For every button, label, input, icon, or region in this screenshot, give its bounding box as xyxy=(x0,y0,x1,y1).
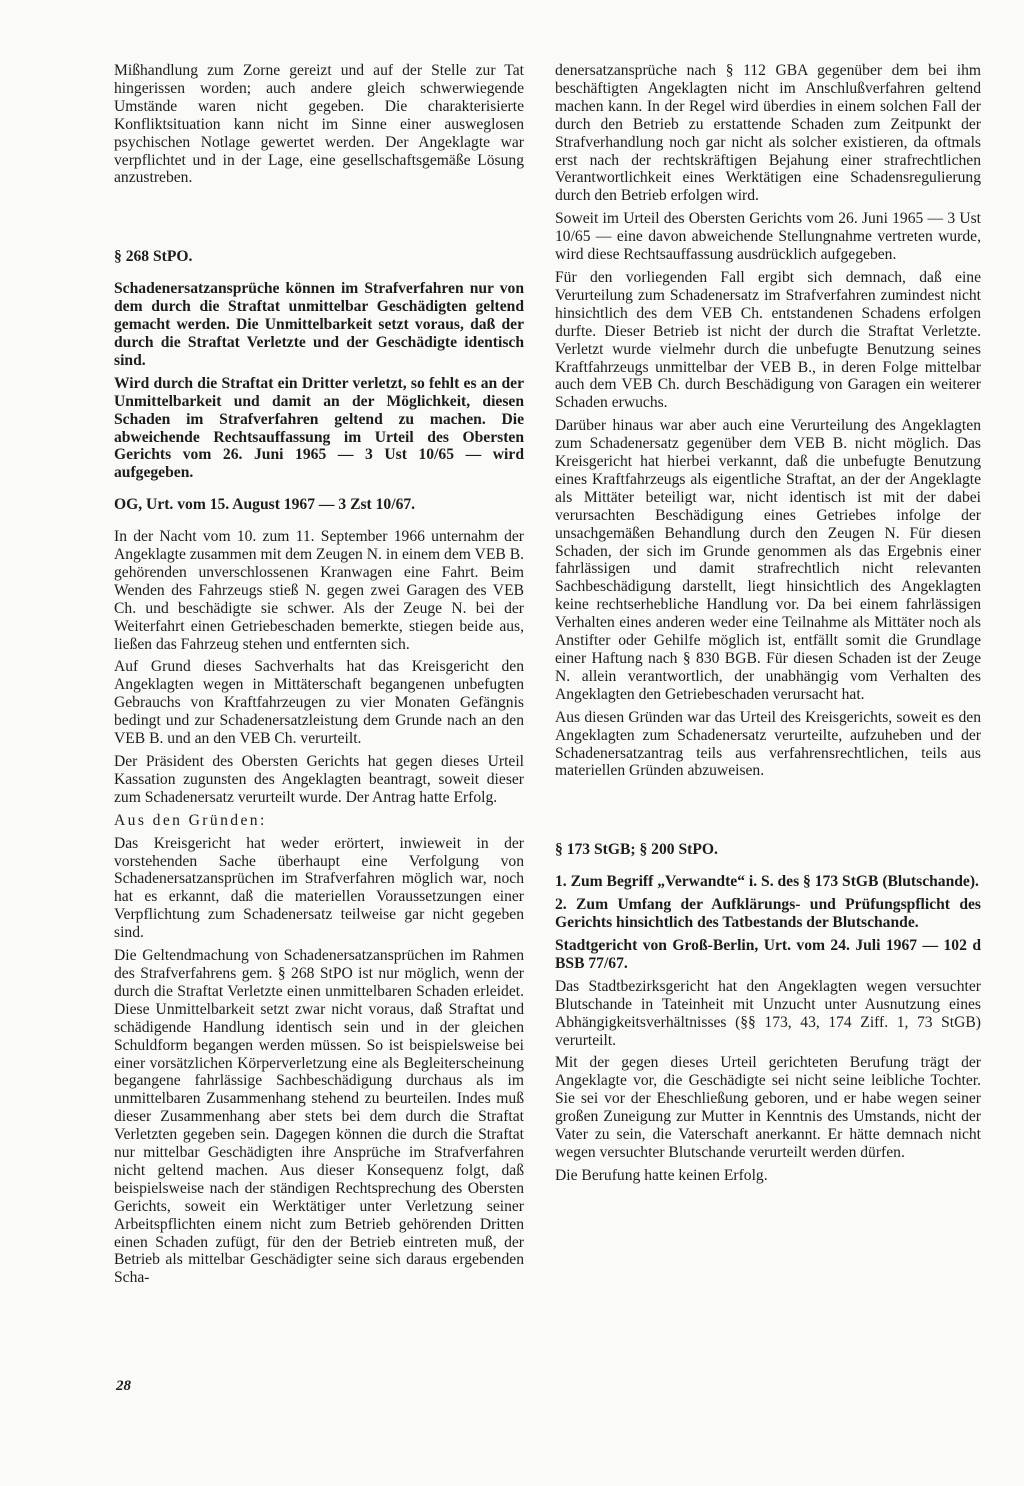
court-citation: Stadtgericht von Groß-Berlin, Urt. vom 24. Juli 1967 — 102 d BSB 77/67. xyxy=(555,936,981,972)
headnote-1: 1. Zum Begriff „Verwandte“ i. S. des § 173 StGB (Blutschande). xyxy=(555,873,979,891)
left-column xyxy=(114,62,524,1292)
paragraph-5: Aus diesen Gründen war das Urteil des Kreisgerichts, soweit es den Angeklagten zum Schadenersatz verurteilte, aufzuheben und der Schadenersatzantrag teils aus verfahrensrechtlichen, teils aus materiellen Gründen abzuweisen. xyxy=(555,708,981,780)
spacer xyxy=(555,785,981,841)
court-citation: OG, Urt. vom 15. August 1967 — 3 Zst 10/67. xyxy=(114,496,416,514)
headnote-1: Schadenersatzansprüche können im Strafverfahren nur von dem durch die Straftat unmittelbar Geschädigten geltend gemacht werden. Die Unmittelbarkeit setzt voraus, daß der durch die Straftat Verletzte und der Geschädigte identisch sind. xyxy=(114,280,524,369)
paragraph-reasons-2: Die Geltendmachung von Schadenersatzansprüchen im Rahmen des Strafverfahrens gem. § 268 StPO ist nur möglich, wenn der durch die Straftat Verletzte einen unmittelbaren Schaden erleidet. Diese Unmittelbarkeit setzt zwar nicht voraus, daß Straftat und schädigende Handlung identisch sein und in der gleichen Schuldform begangen werden müssen. So ist beispielsweise bei einer vorsätzlichen Körperverletzung eine als Begleiterscheinung begangene fahrlässige Sachbeschädigung durchaus als im unmittelbaren Zusammenhang stehend zu beurteilen. Indes muß dieser Zusammenhang aber stets bei dem durch die Straftat Verletzten gegeben sein. Dagegen können die durch die Straftat nur mittelbar Geschädigten ihre Ansprüche im Strafverfahren nicht geltend machen. Aus dieser Konsequenz folgt, daß beispielsweise nach der ständigen Rechtsprechung des Obersten Gerichts, soweit ein Werktätiger unter Verletzung seiner Arbeitspflichten einem nicht zum Betrieb gehörenden Dritten einen Schaden zufügt, für den der Betrieb eintreten muß, der Betrieb als mittelbar Geschädigter seine sich daraus ergebenden Scha- xyxy=(114,947,524,1287)
section-heading-173-stgb: § 173 StGB; § 200 StPO. xyxy=(555,841,718,859)
reasons-heading: Aus den Gründen: xyxy=(114,811,267,829)
paragraph-cassation: Der Präsident des Obersten Gerichts hat gegen dieses Urteil Kassation zugunsten des Angeklagten beantragt, soweit dieser zum Schadenersatz verurteilt wurde. Der Antrag hatte Erfolg. xyxy=(114,753,524,806)
paragraph-facts: In der Nacht vom 10. zum 11. September 1966 unternahm der Angeklagte zusammen mit dem Zeugen N. in einem dem VEB B. gehörenden unverschlossenen Kranwagen eine Fahrt. Beim Wenden des Fahrzeugs stieß N. gegen zwei Garagen des VEB Ch. und beschädigte sie schwer. Als der Zeuge N. bei der Weiterfahrt einen Getriebeschaden bemerkte, stiegen beide aus, ließen das Fahrzeug stehen und entfernten sich. xyxy=(114,528,524,653)
paragraph-2: Soweit im Urteil des Obersten Gerichts vom 26. Juni 1965 — 3 Ust 10/65 — eine davon abweichende Stellungnahme vertreten wurde, wird diese Rechtsauffassung ausdrücklich aufgegeben. xyxy=(555,210,981,264)
headnote-2: 2. Zum Umfang der Aufklärungs- und Prüfungspflicht des Gerichts hinsichtlich des Tatbestands der Blutschande. xyxy=(555,896,981,932)
spacer xyxy=(114,271,524,280)
spacer xyxy=(114,519,524,528)
right-column xyxy=(555,62,981,1190)
spacer xyxy=(114,192,524,248)
section-heading-268-stpo: § 268 StPO. xyxy=(114,248,193,266)
paragraph-continued: denersatzansprüche nach § 112 GBA gegenüber dem bei ihm beschäftigten Angeklagten nicht im Anschlußverfahren geltend machen kann. In der Regel wird überdies in einem solchen Fall der durch den Betrieb zu erstattende Schaden zum Zeitpunkt der Strafverhandlung noch gar nicht als solcher existieren, da oftmals erst nach der rechtskräftigen Bejahung einer strafrechtlichen Verantwortlichkeit eines Werktätigen eine Schadensregulierung durch den Betrieb erfolgen wird. xyxy=(555,62,981,205)
headnote-2: Wird durch die Straftat ein Dritter verletzt, so fehlt es an der Unmittelbarkeit und damit an der Möglichkeit, diesen Schaden im Strafverfahren geltend zu machen. Die abweichende Rechtsauffassung im Urteil des Obersten Gerichts vom 26. Juni 1965 — 3 Ust 10/65 — wird aufgegeben. xyxy=(114,374,524,482)
paragraph-6: Das Stadtbezirksgericht hat den Angeklagten wegen versuchter Blutschande in Tateinheit mit Unzucht unter Ausnutzung eines Abhängigkeitsverhältnisses (§§ 173, 43, 174 Ziff. 1, 73 StGB) verurteilt. xyxy=(555,977,981,1049)
paragraph-4: Darüber hinaus war aber auch eine Verurteilung des Angeklagten zum Schadenersatz gegenüber dem VEB B. nicht möglich. Das Kreisgericht hat hierbei verkannt, daß die unbefugte Benutzung eines Kraftfahrzeugs als eigentliche Straftat, an der der Angeklagte als Mittäter beteiligt war, nicht identisch ist mit der dabei verursachten Beschädigung eines Getriebes infolge der unsachgemäßen Behandlung durch den Zeugen N. Für diesen Schaden, der sich im Grunde genommen als das Ergebnis einer fahrlässigen und damit strafrechtlich nicht relevanten Sachbeschädigung darstellt, liegt hinsichtlich des Angeklagten keine rechtserhebliche Handlung vor. Da bei einem fahrlässigen Verhalten eines anderen weder eine Teilnahme als Mittäter noch als Anstifter oder Gehilfe möglich ist, entfällt somit die Grundlage einer Haftung nach § 830 BGB. Für diesen Schaden ist der Zeuge N. allein verantwortlich, der unabhängig vom Verhalten des Angeklagten den Getriebeschaden verursacht hat. xyxy=(555,417,981,703)
paragraph-intro: Mißhandlung zum Zorne gereizt und auf der Stelle zur Tat hingerissen worden; auch andere gleich schwerwiegende Umstände waren nicht gegeben. Die charakterisierte Konfliktsituation kann nicht im Sinne einer ausweglosen psychischen Notlage gewertet werden. Der Angeklagte war verpflichtet und in der Lage, eine gesellschaftsgemäße Lösung anzustreben. xyxy=(114,62,524,187)
page-number: 28 xyxy=(116,1378,131,1394)
spacer xyxy=(555,864,981,873)
paragraph-verdict: Auf Grund dieses Sachverhalts hat das Kreisgericht den Angeklagten wegen in Mittäterschaft begangenen unbefugten Gebrauchs von Kraftfahrzeugen zu vier Monaten Gefängnis bedingt und zur Schadenersatzleistung dem Grunde nach an den VEB B. und an den VEB Ch. verurteilt. xyxy=(114,658,524,748)
paragraph-8: Die Berufung hatte keinen Erfolg. xyxy=(555,1166,768,1184)
paragraph-reasons-1: Das Kreisgericht hat weder erörtert, inwieweit in der vorstehenden Sache überhaupt eine Verfolgung von Schadenersatzansprüchen im Strafverfahren möglich war, noch hat es erkannt, daß die materiellen Voraussetzungen einer Verpflichtung zum Schadenersatz teilweise gar nicht gegeben sind. xyxy=(114,834,524,942)
paragraph-7: Mit der gegen dieses Urteil gerichteten Berufung trägt der Angeklagte vor, die Geschädigte sei nicht seine leibliche Tochter. Sie sei vor der Eheschließung geboren, und er habe wegen seiner großen Zuneigung zur Mutter in Kenntnis des Umstands, nicht der Vater zu sein, die Vaterschaft anerkannt. Er hätte demnach nicht wegen versuchter Blutschande verurteilt werden dürfen. xyxy=(555,1054,981,1161)
paragraph-3: Für den vorliegenden Fall ergibt sich demnach, daß eine Verurteilung zum Schadenersatz im Strafverfahren zumindest nicht hinsichtlich des dem VEB Ch. entstandenen Schadens erfolgen durfte. Dieser Betrieb ist nicht der durch die Straftat Verletzte. Verletzt wurde vielmehr durch die unbefugte Benutzung seines Kraftfahrzeugs unmittelbar der VEB B., in deren Folge mittelbar auch dem VEB Ch. durch Beschädigung von Garagen ein weiterer Schaden erwuchs. xyxy=(555,268,981,412)
spacer xyxy=(114,487,524,496)
